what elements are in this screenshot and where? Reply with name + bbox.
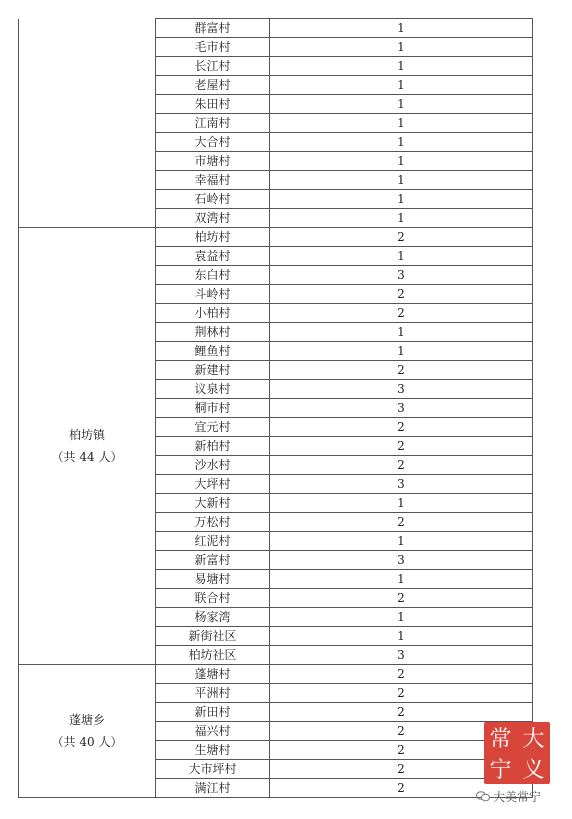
village-cell: 斗岭村	[156, 285, 270, 304]
count-cell: 2	[270, 703, 533, 722]
count-cell: 2	[270, 760, 533, 779]
count-cell: 2	[270, 228, 533, 247]
count-cell: 2	[270, 361, 533, 380]
count-cell: 1	[270, 494, 533, 513]
seal-char: 大	[522, 727, 545, 752]
village-cell: 荆林村	[156, 323, 270, 342]
count-cell: 2	[270, 741, 533, 760]
seal-char: 宁	[489, 758, 512, 783]
village-cell: 新街社区	[156, 627, 270, 646]
count-cell: 1	[270, 76, 533, 95]
count-cell: 1	[270, 171, 533, 190]
village-cell: 易塘村	[156, 570, 270, 589]
village-cell: 袁益村	[156, 247, 270, 266]
table-row	[19, 19, 533, 38]
count-cell: 1	[270, 57, 533, 76]
seal-char: 常	[489, 727, 512, 752]
village-cell: 江南村	[156, 114, 270, 133]
town-cell	[19, 665, 156, 798]
village-cell: 新富村	[156, 551, 270, 570]
count-cell: 2	[270, 665, 533, 684]
town-name: 蓬塘乡	[68, 713, 105, 727]
village-cell: 杨家湾	[156, 608, 270, 627]
village-cell: 蓬塘村	[156, 665, 270, 684]
village-cell: 长江村	[156, 57, 270, 76]
village-cell: 幸福村	[156, 171, 270, 190]
count-cell: 1	[270, 38, 533, 57]
wechat-icon	[476, 791, 490, 802]
count-cell: 1	[270, 532, 533, 551]
village-cell: 沙水村	[156, 456, 270, 475]
village-cell: 新建村	[156, 361, 270, 380]
village-cell: 大坪村	[156, 475, 270, 494]
count-cell: 3	[270, 551, 533, 570]
count-cell: 2	[270, 285, 533, 304]
seal-watermark	[484, 722, 550, 784]
village-cell: 市塘村	[156, 152, 270, 171]
village-cell: 新柏村	[156, 437, 270, 456]
count-cell: 1	[270, 342, 533, 361]
village-cell: 柏坊村	[156, 228, 270, 247]
count-cell: 1	[270, 209, 533, 228]
village-cell: 老屋村	[156, 76, 270, 95]
table-body	[19, 19, 533, 798]
count-cell: 3	[270, 266, 533, 285]
village-cell: 万松村	[156, 513, 270, 532]
village-cell: 双湾村	[156, 209, 270, 228]
count-cell: 2	[270, 779, 533, 798]
village-cell: 群富村	[156, 19, 270, 38]
table-row	[19, 228, 533, 247]
seal-char: 义	[522, 758, 545, 783]
count-cell: 1	[270, 152, 533, 171]
town-cell	[19, 19, 156, 228]
count-cell: 2	[270, 456, 533, 475]
town-cell	[19, 228, 156, 665]
count-cell: 3	[270, 646, 533, 665]
village-cell: 红泥村	[156, 532, 270, 551]
count-cell: 2	[270, 437, 533, 456]
count-cell: 1	[270, 608, 533, 627]
count-cell: 1	[270, 323, 533, 342]
count-cell: 1	[270, 19, 533, 38]
table-row	[19, 665, 533, 684]
count-cell: 3	[270, 399, 533, 418]
village-cell: 柏坊社区	[156, 646, 270, 665]
count-cell: 2	[270, 513, 533, 532]
count-cell: 1	[270, 190, 533, 209]
village-cell: 东白村	[156, 266, 270, 285]
village-cell: 宜元村	[156, 418, 270, 437]
village-cell: 石岭村	[156, 190, 270, 209]
count-cell: 2	[270, 722, 533, 741]
village-cell: 大合村	[156, 133, 270, 152]
count-cell: 2	[270, 304, 533, 323]
count-cell: 1	[270, 570, 533, 589]
village-cell: 朱田村	[156, 95, 270, 114]
count-cell: 1	[270, 95, 533, 114]
town-name: 柏坊镇	[68, 428, 105, 442]
town-total: （共 40 人）	[51, 735, 123, 749]
allocation-table	[18, 18, 533, 798]
village-cell: 联合村	[156, 589, 270, 608]
source-credit	[476, 788, 541, 805]
count-cell: 2	[270, 418, 533, 437]
count-cell: 1	[270, 247, 533, 266]
town-total: （共 44 人）	[51, 450, 123, 464]
count-cell: 2	[270, 684, 533, 703]
count-cell: 1	[270, 114, 533, 133]
count-cell: 3	[270, 475, 533, 494]
credit-text: 大美常宁	[493, 790, 542, 804]
village-cell: 小柏村	[156, 304, 270, 323]
village-cell: 满江村	[156, 779, 270, 798]
village-cell: 鲤鱼村	[156, 342, 270, 361]
village-cell: 议泉村	[156, 380, 270, 399]
count-cell: 1	[270, 627, 533, 646]
village-cell: 毛市村	[156, 38, 270, 57]
village-cell: 大新村	[156, 494, 270, 513]
village-cell: 福兴村	[156, 722, 270, 741]
village-cell: 平洲村	[156, 684, 270, 703]
village-cell: 大市坪村	[156, 760, 270, 779]
village-cell: 桐市村	[156, 399, 270, 418]
village-cell: 新田村	[156, 703, 270, 722]
count-cell: 2	[270, 589, 533, 608]
count-cell: 1	[270, 133, 533, 152]
count-cell: 3	[270, 380, 533, 399]
village-cell: 生塘村	[156, 741, 270, 760]
